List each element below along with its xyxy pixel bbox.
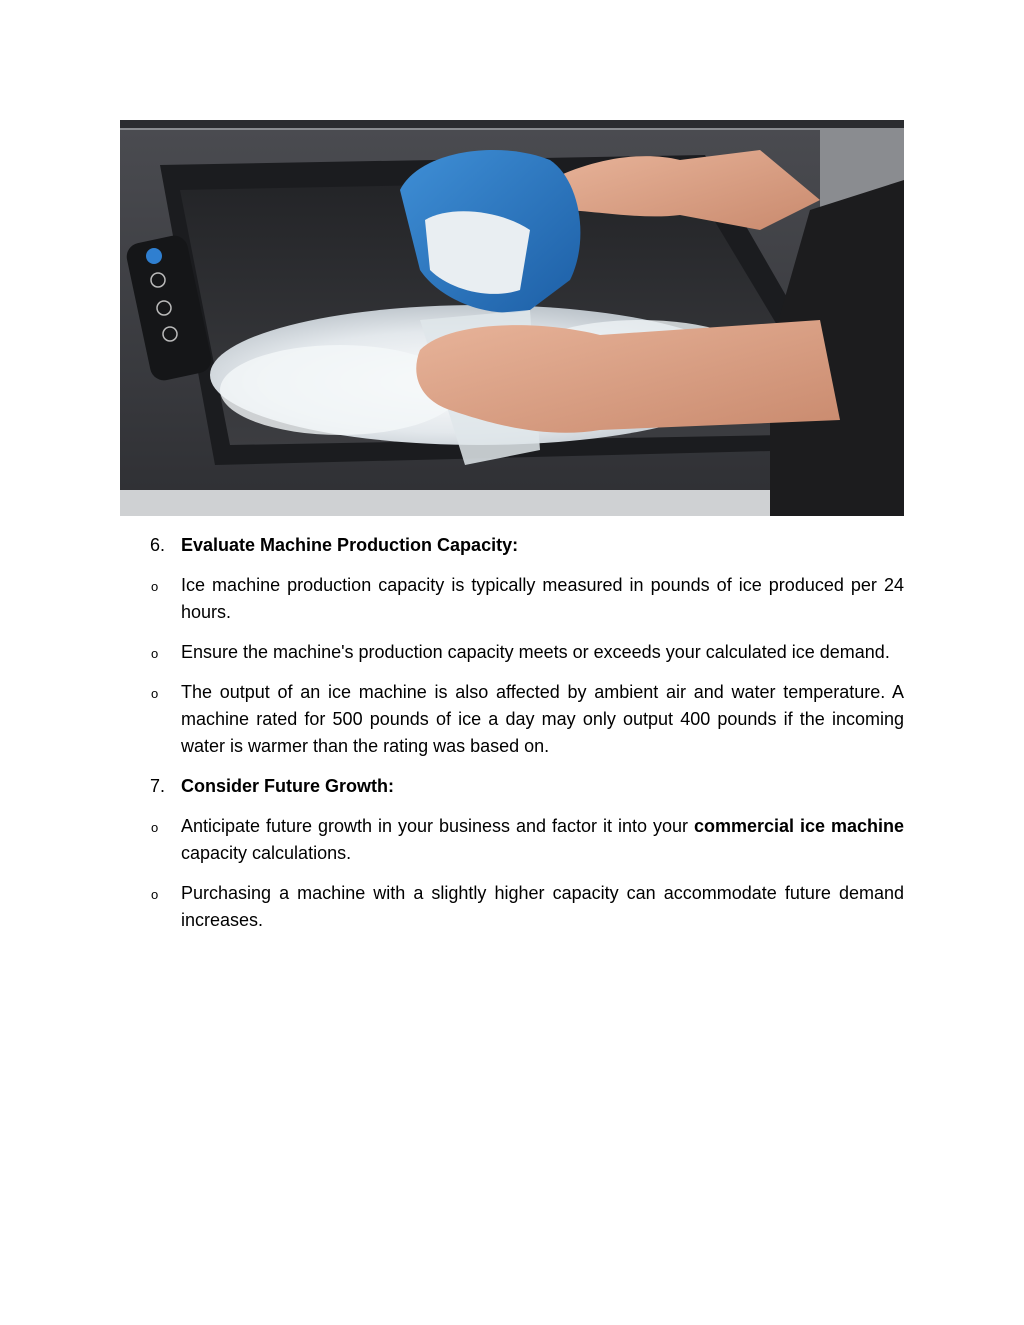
bullet-marker: o [151, 686, 159, 701]
list-item-text [181, 816, 904, 863]
list-item [150, 813, 904, 867]
document-body [150, 532, 904, 947]
section-title: Evaluate Machine Production Capacity: [181, 535, 519, 555]
bold-keyword: commercial ice machine [693, 816, 905, 836]
text-segment: Anticipate future growth in your business and factor it into your [181, 816, 694, 836]
bullet-marker: o [151, 887, 159, 902]
list-item-text: Ice machine production capacity is typically measured in pounds of ice produced per 24 hours. [181, 575, 904, 622]
list-item [150, 880, 904, 934]
section-heading-6 [150, 532, 904, 559]
ice-machine-photo [120, 120, 904, 516]
section-number: 7. [150, 776, 166, 796]
list-item [150, 679, 904, 760]
section-title: Consider Future Growth: [181, 776, 394, 796]
section-number: 6. [150, 535, 166, 555]
list-item [150, 639, 904, 666]
list-item-text: Ensure the machine's production capacity meets or exceeds your calculated ice demand. [181, 642, 890, 662]
text-segment: capacity calculations. [181, 843, 352, 863]
bullet-marker: o [151, 820, 159, 835]
bullet-marker: o [151, 646, 159, 661]
list-item [150, 572, 904, 626]
bullet-marker: o [151, 579, 159, 594]
list-item-text: Purchasing a machine with a slightly higher capacity can accommodate future demand increases. [181, 883, 904, 930]
section-heading-7 [150, 773, 904, 800]
list-item-text: The output of an ice machine is also affected by ambient air and water temperature. A machine rated for 500 pounds of ice a day may only output 400 pounds if the incoming water is warmer than the rating was based on. [181, 682, 904, 756]
